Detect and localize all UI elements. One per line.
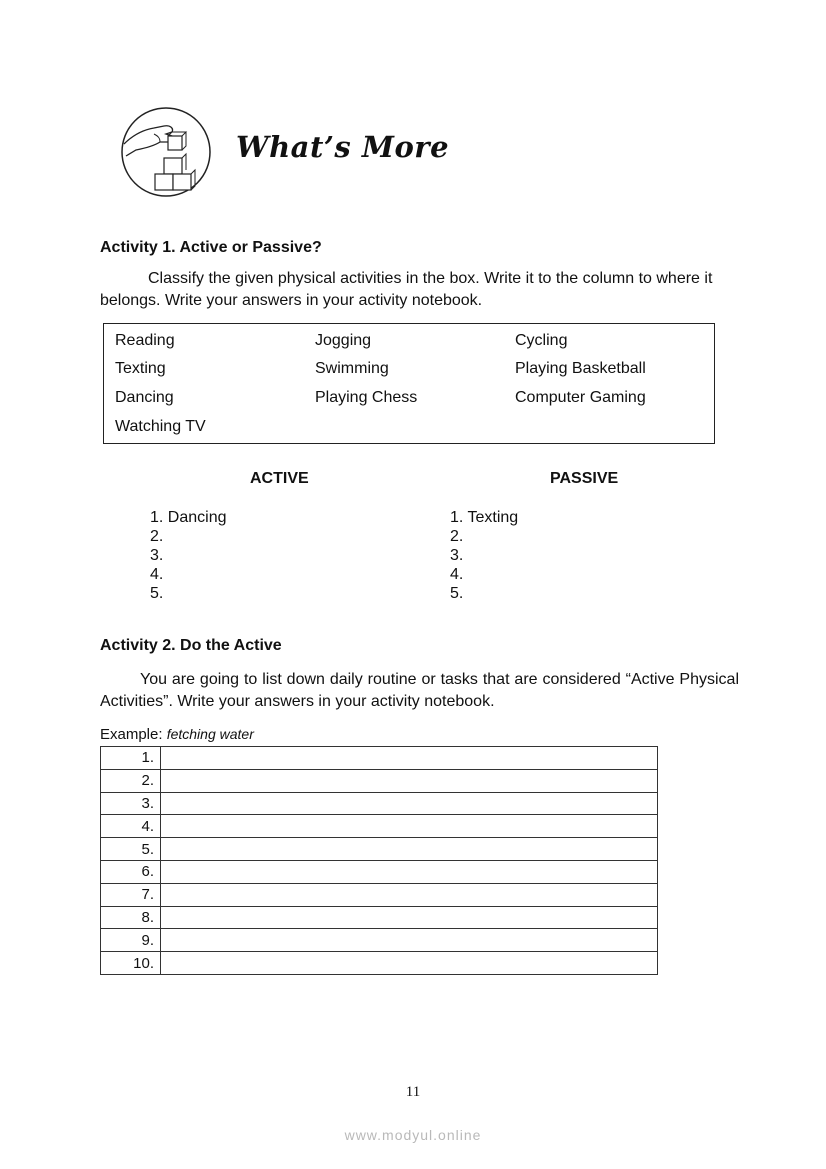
answer-cell[interactable]	[161, 838, 658, 861]
list-item: 4.	[450, 566, 464, 583]
row-number: 2.	[101, 769, 161, 792]
passive-column-heading: PASSIVE	[550, 470, 619, 487]
box-item: Computer Gaming	[515, 389, 646, 406]
hand-stacking-blocks-icon	[120, 106, 212, 198]
activity2-instructions: You are going to list down daily routine or tasks that are considered “Active Physical Activities”. Write your answers in your activity notebook.	[100, 671, 739, 710]
box-item: Reading	[115, 332, 175, 349]
activity1-instructions: Classify the given physical activities in the box. Write it to the column to where it belongs. Write your answers in your activity notebook.	[100, 270, 713, 309]
box-item: Swimming	[315, 360, 389, 377]
row-number: 5.	[101, 838, 161, 861]
table-row	[101, 952, 658, 975]
answer-cell[interactable]	[161, 929, 658, 952]
row-number: 6.	[101, 860, 161, 883]
answer-cell[interactable]	[161, 815, 658, 838]
list-item: 4.	[150, 566, 164, 583]
list-item: 1. Dancing	[150, 509, 227, 526]
table-row	[101, 906, 658, 929]
list-item: 3.	[150, 547, 164, 564]
example-value: fetching water	[166, 726, 254, 742]
watermark: www.modyul.online	[344, 1127, 482, 1143]
table-row	[101, 883, 658, 906]
answer-table	[100, 746, 658, 975]
box-item: Dancing	[115, 389, 174, 406]
activities-box	[103, 323, 715, 444]
page-number: 11	[405, 1084, 421, 1100]
box-item: Jogging	[315, 332, 372, 349]
row-number: 1.	[101, 747, 161, 770]
page-title: What’s More	[236, 130, 450, 164]
example-label: Example:	[100, 726, 163, 743]
row-number: 7.	[101, 883, 161, 906]
list-item: 5.	[450, 585, 464, 602]
answer-cell[interactable]	[161, 952, 658, 975]
active-column-heading: ACTIVE	[250, 470, 309, 487]
passive-list	[450, 508, 518, 603]
activity2-heading: Activity 2. Do the Active	[100, 637, 282, 654]
row-number: 4.	[101, 815, 161, 838]
list-item: 2.	[450, 528, 464, 545]
list-item: 1. Texting	[450, 509, 519, 526]
answer-cell[interactable]	[161, 860, 658, 883]
list-item: 2.	[150, 528, 164, 545]
list-item: 5.	[150, 585, 164, 602]
table-row	[101, 929, 658, 952]
row-number: 8.	[101, 906, 161, 929]
row-number: 9.	[101, 929, 161, 952]
table-row	[101, 815, 658, 838]
answer-cell[interactable]	[161, 747, 658, 770]
answer-cell[interactable]	[161, 883, 658, 906]
row-number: 3.	[101, 792, 161, 815]
box-item: Texting	[115, 360, 166, 377]
list-item: 3.	[450, 547, 464, 564]
activity1-heading: Activity 1. Active or Passive?	[100, 239, 322, 256]
table-row	[101, 792, 658, 815]
table-row	[101, 747, 658, 770]
box-item: Cycling	[515, 332, 568, 349]
table-row	[101, 860, 658, 883]
answer-cell[interactable]	[161, 792, 658, 815]
box-item: Playing Basketball	[515, 360, 646, 377]
table-row	[101, 769, 658, 792]
answer-cell[interactable]	[161, 906, 658, 929]
active-list	[150, 508, 227, 603]
box-item: Playing Chess	[315, 389, 418, 406]
box-item: Watching TV	[115, 418, 206, 435]
answer-cell[interactable]	[161, 769, 658, 792]
example-line	[100, 726, 254, 743]
row-number: 10.	[101, 952, 161, 975]
table-row	[101, 838, 658, 861]
